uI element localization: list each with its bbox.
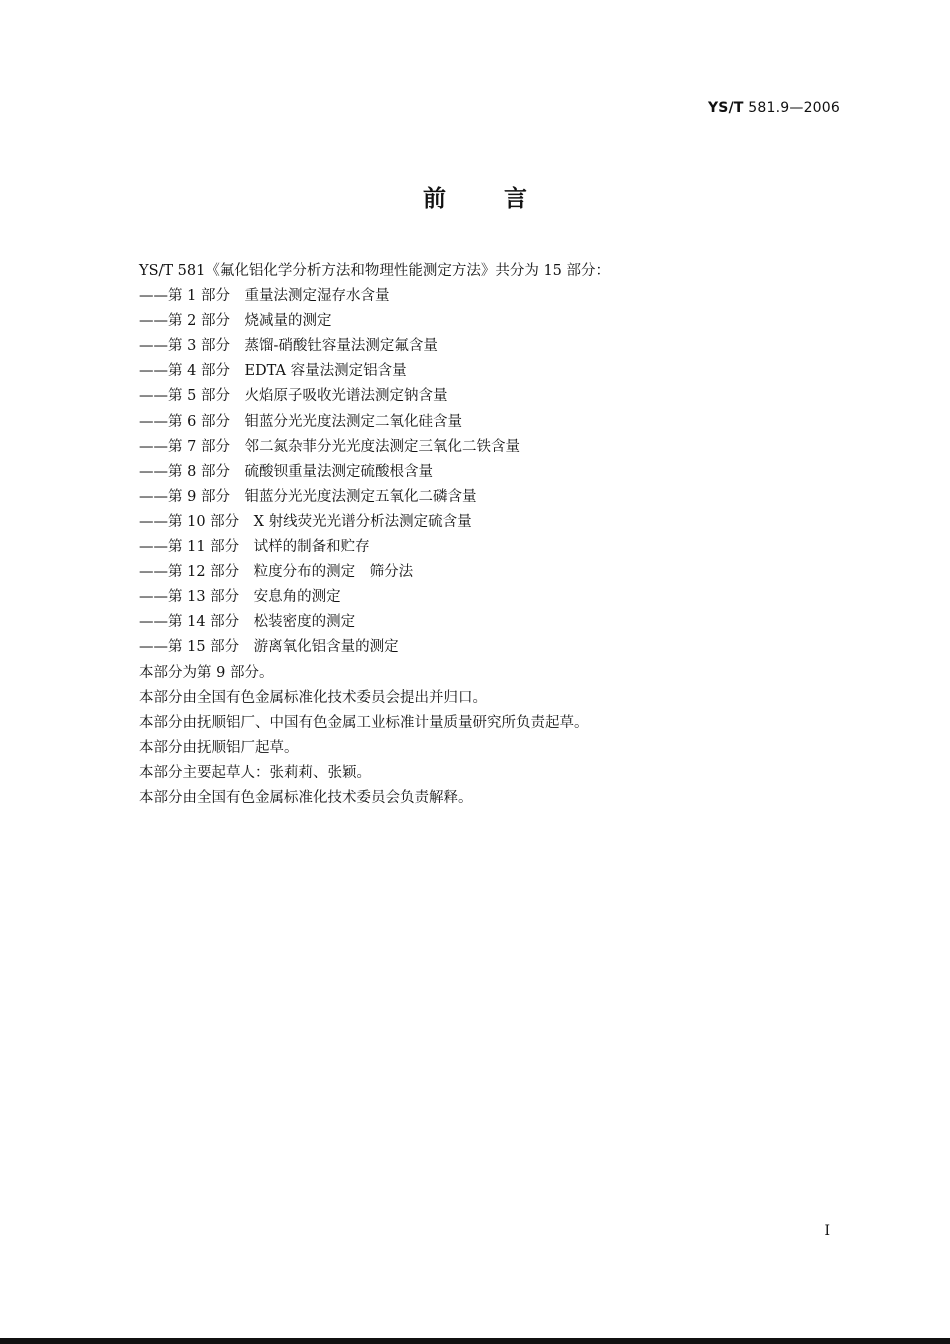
part-item: ——第 11 部分 试样的制备和贮存 [139, 539, 370, 556]
part-item: ——第 6 部分 钼蓝分光光度法测定二氧化硅含量 [139, 413, 462, 430]
parts-list [139, 284, 839, 660]
part-item: ——第 15 部分 游离氧化铝含量的测定 [139, 639, 399, 656]
part-item: ——第 10 部分 X 射线荧光光谱分析法测定硫含量 [139, 513, 472, 530]
note-paragraph: 本部分由全国有色金属标准化技术委员会负责解释。 [139, 789, 473, 806]
bottom-edge-bar [0, 1338, 950, 1344]
part-item: ——第 1 部分 重量法测定湿存水含量 [139, 288, 390, 305]
part-item: ——第 3 部分 蒸馏-硝酸钍容量法测定氟含量 [139, 338, 438, 355]
part-item: ——第 13 部分 安息角的测定 [139, 589, 341, 606]
part-item: ——第 4 部分 EDTA 容量法测定铝含量 [139, 363, 407, 380]
intro-paragraph: YS/T 581《氟化铝化学分析方法和物理性能测定方法》共分为 15 部分： [139, 263, 611, 279]
standard-code-number: 581.9—2006 [743, 100, 840, 116]
notes-list [139, 661, 839, 812]
part-item: ——第 12 部分 粒度分布的测定 筛分法 [139, 564, 414, 581]
part-item: ——第 5 部分 火焰原子吸收光谱法测定钠含量 [139, 388, 448, 405]
part-item: ——第 9 部分 钼蓝分光光度法测定五氧化二磷含量 [139, 488, 477, 505]
note-paragraph: 本部分主要起草人：张莉莉、张颖。 [139, 764, 371, 781]
standard-code [708, 100, 840, 116]
note-paragraph: 本部分由抚顺铝厂、中国有色金属工业标准计量质量研究所负责起草。 [139, 714, 589, 731]
part-item: ——第 7 部分 邻二氮杂菲分光光度法测定三氧化二铁含量 [139, 438, 520, 455]
part-item: ——第 14 部分 松装密度的测定 [139, 614, 356, 631]
foreword-body [139, 259, 839, 811]
page-number: I [824, 1223, 830, 1239]
part-item: ——第 8 部分 硫酸钡重量法测定硫酸根含量 [139, 463, 433, 480]
note-paragraph: 本部分为第 9 部分。 [139, 664, 274, 681]
standard-code-prefix: YS/T [707, 100, 744, 116]
page-title: 前言 [423, 186, 585, 212]
note-paragraph: 本部分由全国有色金属标准化技术委员会提出并归口。 [139, 689, 487, 706]
part-item: ——第 2 部分 烧减量的测定 [139, 313, 332, 330]
note-paragraph: 本部分由抚顺铝厂起草。 [139, 739, 299, 756]
